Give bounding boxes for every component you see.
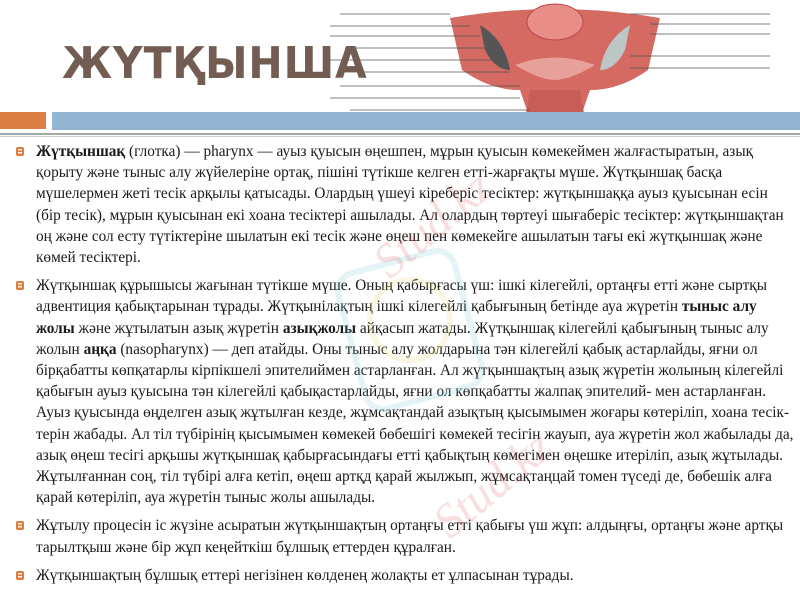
accent-bar-orange xyxy=(0,112,46,129)
term: аңқа xyxy=(83,340,117,358)
bullet-icon xyxy=(16,521,24,530)
term: Жүтқыншақ xyxy=(36,143,126,160)
paragraph-text: (глотка) — pharynx — ауыз қуысын өңешпен, мұрын қуысын көмекеймен жалғастыратын, азық қорыту және тыныс алу жүйелеріне ортақ, пішіні түтікше келген етті-жарғақты мүше. Жүтқыншақ басқа мүшелермен жеті тесік арқылы қатысады. Олардың үшеуі кіреберіс тесіктер: жүтқыншаққа ауыз қуысынан есін (бір тесік), мұрын қуысынан екі хоана тесіктері ашылады. Ал олардың төртеуі шығаберіс тесіктер: жүтқыншақтан оң және сол есту түтіктеріне шылатын екі тесік және өңеш пен көмекейге ашылатын тағы екі жүтқыншақ және көмей тесіктері. xyxy=(36,143,784,267)
bullet-paragraph-1 xyxy=(36,141,796,268)
slide-title: ЖҮТҚЫНША xyxy=(62,38,368,89)
term: тыныс алу жолы xyxy=(36,298,757,337)
watermark-text: Stud.kz xyxy=(363,160,503,289)
bullet-icon xyxy=(16,571,24,580)
paragraph-text: айқасып жатады. Жүтқыншақ кілегейлі қабығының тыныс алу жолын xyxy=(36,319,769,358)
watermark-text: Stud.kz xyxy=(423,419,563,549)
paragraph-text: және жұтылатын азық жүретін xyxy=(74,319,283,337)
slide-body xyxy=(36,141,796,593)
divider-light xyxy=(0,136,800,137)
bullet-paragraph-3 xyxy=(36,515,796,557)
bullet-paragraph-2 xyxy=(36,275,796,508)
accent-bar-blue xyxy=(52,112,800,130)
paragraph-text: Жұтылу процесін іс жүзіне асыратын жүтқыншақтың ортаңғы етті қабығы үш жұп: алдыңғы, ортаңғы және артқы тарылтқыш және бір жұп кеңейткіш бұлшық еттерден құралған. xyxy=(36,517,784,556)
bullet-icon xyxy=(16,147,24,156)
paragraph-text: Жүтқыншақ құрышысы жағынан түтікше мүше. Оның қабырғасы үш: ішкі кілегейлі, ортаңғы етті және сыртқы адвентиция қабықтарынан тұрады. Жүтқынілақтың ішкі кілегейлі қабығының бетінде ауа жүретін xyxy=(36,277,767,316)
paragraph-text: Жүтқыншақтың бұлшық еттері негізінен көлденең жолақты ет ұлпасынан тұрады. xyxy=(36,566,574,584)
paragraph-text: (nasopharynx) — деп атайды. Оны тыныс алу жолдарына тән кілегейлі қабық астарлайды, яғни ол бірқабатты көпқатарлы кірпікшелі эпителиймен астарланған. Ал жүтқыншақтың азық жүретін жолының кілегейлі қабығын ауыз қуысына тән кілегейлі қабықастарлайды, яғни ол көпқабатты жалпақ эпителий- мен астарланған. Ауыз қуысында өңделген азық жұтылған кезде, жұмсақтандай азықтың қысымымен жоғары көтеріліп, хоана тесік- терін жабады. Ал тіл түбірінің қысымымен көмекей бөбешігі көмекей тесігін жауып, ауа жүретін жол жабылады да, азық өңеш тесігі арқьшы жүтқыншақ қабырғасындағы етті қабықтың көмегімен өңешке итеріліп, азық жұтылады. Жұтылғаннан соң, тіл түбірі алға кетіп, өңеш артқд қарай жылжып, жұмсақтаңцай томен түседі де, бөбешік алға қарай көтеріліп, ауа жүретін тыныс жолы ашылады. xyxy=(36,340,794,507)
bullet-icon xyxy=(16,281,24,290)
pharynx-anatomy-figure xyxy=(330,0,776,119)
term: азықжолы xyxy=(282,319,357,337)
pharynx-anatomy-icon xyxy=(330,0,776,119)
divider xyxy=(0,133,800,135)
